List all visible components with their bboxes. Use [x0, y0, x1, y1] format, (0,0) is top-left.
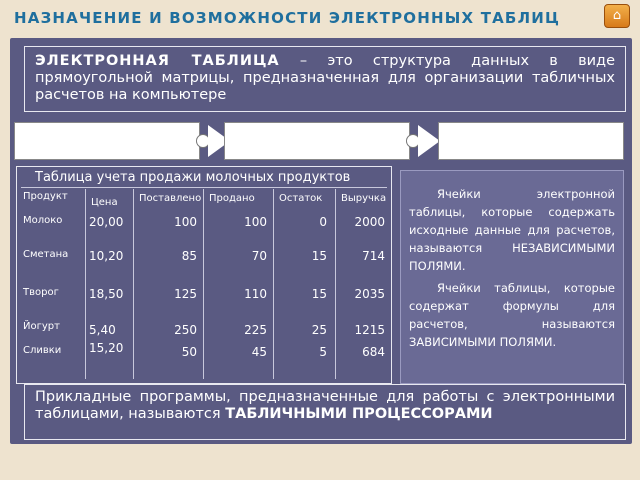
header-product: Продукт	[23, 191, 68, 202]
cell-supplied-1: 85	[181, 249, 197, 263]
cell-sold-0: 100	[244, 215, 267, 229]
cell-revenue-4: 684	[362, 345, 385, 359]
definition-box	[24, 46, 626, 112]
arrow-box-1	[14, 122, 200, 160]
cell-revenue-0: 2000	[354, 215, 385, 229]
cell-rest-2: 15	[311, 287, 327, 301]
arrow-head-2	[418, 125, 440, 157]
definition-term: ЭЛЕКТРОННАЯ ТАБЛИЦА	[35, 53, 280, 69]
cell-supplied-2: 125	[174, 287, 197, 301]
cell-sold-1: 70	[251, 249, 267, 263]
table-rule	[21, 187, 387, 188]
dependent-fields-text: Ячейки таблицы, которые содержат формулы для расчетов, называются	[409, 281, 615, 331]
cell-rest-1: 15	[311, 249, 327, 263]
content-panel	[10, 38, 632, 444]
cell-product-3: Йогурт	[23, 321, 60, 332]
cell-price-4: 15,20	[89, 341, 124, 355]
home-button[interactable]	[604, 4, 630, 28]
definition-text: – это структура данных в виде прямоугольной матрицы, предназначенная для организации табличных расчетов на компьютере	[35, 53, 615, 103]
cell-revenue-1: 714	[362, 249, 385, 263]
cell-product-4: Сливки	[23, 345, 62, 356]
cell-rest-4: 5	[319, 345, 327, 359]
home-icon: ⌂	[612, 8, 622, 23]
arrow-box-3	[438, 122, 624, 160]
cell-sold-3: 225	[244, 323, 267, 337]
independent-fields-text: Ячейки электронной таблицы, которые содержать исходные данные для расчетов, называются	[409, 187, 615, 255]
sales-table	[16, 166, 392, 384]
cell-sold-4: 45	[251, 345, 267, 359]
header-revenue: Выручка	[341, 193, 387, 204]
cell-rest-0: 0	[319, 215, 327, 229]
independent-fields-term: НЕЗАВИСИМЫМИ ПОЛЯМИ.	[409, 241, 615, 273]
cell-price-1: 10,20	[89, 249, 124, 263]
cell-rest-3: 25	[311, 323, 327, 337]
cell-supplied-3: 250	[174, 323, 197, 337]
header-supplied: Поставлено	[139, 193, 202, 204]
arrow-diagram	[10, 122, 632, 162]
cell-price-3: 5,40	[89, 323, 116, 337]
fields-note	[400, 170, 624, 384]
header-price: Цена	[91, 197, 118, 208]
independent-fields-paragraph	[409, 185, 615, 275]
cell-product-1: Сметана	[23, 249, 69, 260]
dependent-fields-term: ЗАВИСИМЫМИ ПОЛЯМИ.	[409, 335, 557, 349]
slide-title: НАЗНАЧЕНИЕ И ВОЗМОЖНОСТИ ЭЛЕКТРОННЫХ ТАБЛИЦ	[14, 9, 561, 27]
cell-product-0: Молоко	[23, 215, 63, 226]
header-sold: Продано	[209, 193, 255, 204]
cell-product-2: Творог	[23, 287, 59, 298]
cell-supplied-0: 100	[174, 215, 197, 229]
header-rest: Остаток	[279, 193, 323, 204]
cell-supplied-4: 50	[181, 345, 197, 359]
cell-sold-2: 110	[244, 287, 267, 301]
processors-term: ТАБЛИЧНЫМИ ПРОЦЕССОРАМИ	[225, 406, 493, 422]
processors-text: Прикладные программы, предназначенные для работы с электронными таблицами, называются	[35, 389, 615, 422]
table-caption: Таблица учета продажи молочных продуктов	[35, 170, 351, 185]
cell-revenue-3: 1215	[354, 323, 385, 337]
arrow-box-2	[224, 122, 410, 160]
cell-price-2: 18,50	[89, 287, 124, 301]
processors-box	[24, 384, 626, 440]
cell-price-0: 20,00	[89, 215, 124, 229]
cell-revenue-2: 2035	[354, 287, 385, 301]
dependent-fields-paragraph	[409, 279, 615, 351]
